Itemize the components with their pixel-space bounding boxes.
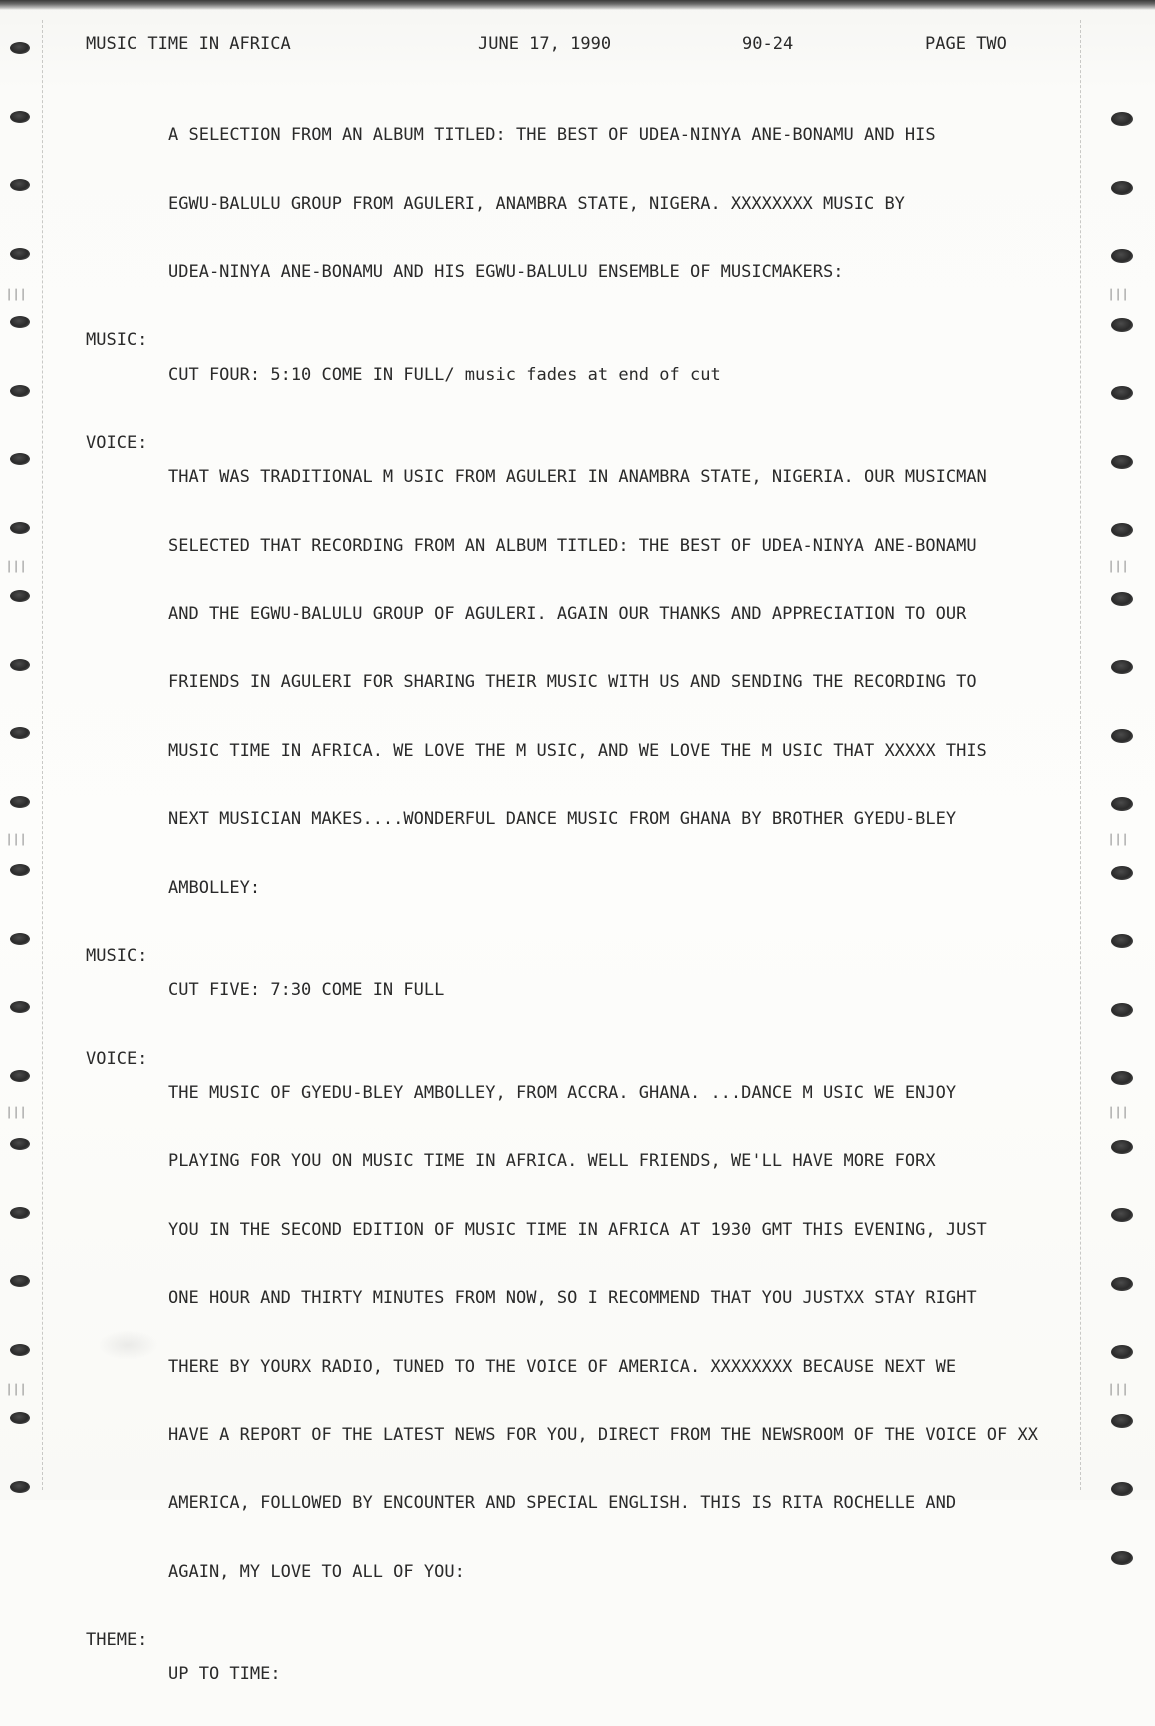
cue-label: MUSIC: bbox=[86, 946, 148, 967]
script-text bbox=[168, 84, 1098, 323]
script-line: CUT FOUR: 5:10 COME IN FULL/ music fades at end of cut bbox=[168, 364, 721, 385]
voice-cue-1 bbox=[0, 426, 1155, 939]
script-line: EGWU-BALULU GROUP FROM AGULERI, ANAMBRA STATE, NIGERA. XXXXXXXX MUSIC BY bbox=[168, 193, 905, 214]
perforation-tick: │││ bbox=[1108, 1385, 1130, 1396]
perforation-tick: │││ bbox=[1108, 835, 1130, 846]
music-cue-cut-five bbox=[0, 939, 1155, 1042]
script-line: AGAIN, MY LOVE TO ALL OF YOU: bbox=[168, 1561, 465, 1582]
script-line: YOU IN THE SECOND EDITION OF MUSIC TIME IN AFRICA AT 1930 GMT THIS EVENING, JUST bbox=[168, 1219, 987, 1240]
script-text bbox=[168, 1042, 1098, 1623]
script-line: CUT FIVE: 7:30 COME IN FULL bbox=[168, 980, 445, 1001]
program-title: MUSIC TIME IN AFRICA bbox=[86, 34, 291, 54]
perforation-tick: │││ bbox=[6, 290, 28, 301]
script-text bbox=[168, 323, 1098, 426]
perforation-tick: │││ bbox=[1108, 562, 1130, 573]
script-line: THAT WAS TRADITIONAL M USIC FROM AGULERI IN ANAMBRA STATE, NIGERIA. OUR MUSICMAN bbox=[168, 467, 987, 488]
broadcast-date: JUNE 17, 1990 bbox=[478, 34, 612, 54]
cue-label: THEME: bbox=[86, 1630, 148, 1651]
perforation-tick: │││ bbox=[6, 1108, 28, 1119]
script-line: AMBOLLEY: bbox=[168, 877, 261, 898]
script-line: ONE HOUR AND THIRTY MINUTES FROM NOW, SO I RECOMMEND THAT YOU JUSTXX STAY RIGHT bbox=[168, 1288, 977, 1309]
script-text bbox=[168, 426, 1098, 939]
script-line: AND THE EGWU-BALULU GROUP OF AGULERI. AGAIN OUR THANKS AND APPRECIATION TO OUR bbox=[168, 604, 967, 625]
perforation-tick: │││ bbox=[1108, 290, 1130, 301]
script-line: SELECTED THAT RECORDING FROM AN ALBUM TITLED: THE BEST OF UDEA-NINYA ANE-BONAMU bbox=[168, 535, 977, 556]
script-line: MUSIC TIME IN AFRICA. WE LOVE THE M USIC, AND WE LOVE THE M USIC THAT XXXXX THIS bbox=[168, 740, 987, 761]
script-text bbox=[168, 939, 1098, 1042]
cue-label: MUSIC: bbox=[86, 330, 148, 351]
page-number: PAGE TWO bbox=[925, 34, 1007, 54]
page-header bbox=[0, 34, 1155, 60]
music-cue-cut-four bbox=[0, 323, 1155, 426]
script-line: A SELECTION FROM AN ALBUM TITLED: THE BEST OF UDEA-NINYA ANE-BONAMU AND HIS bbox=[168, 125, 936, 146]
script-line: PLAYING FOR YOU ON MUSIC TIME IN AFRICA. WELL FRIENDS, WE'LL HAVE MORE FORX bbox=[168, 1151, 936, 1172]
script-line: THERE BY YOURX RADIO, TUNED TO THE VOICE OF AMERICA. XXXXXXXX BECAUSE NEXT WE bbox=[168, 1356, 957, 1377]
voice-cue-2 bbox=[0, 1042, 1155, 1623]
script-line: HAVE A REPORT OF THE LATEST NEWS FOR YOU, DIRECT FROM THE NEWSROOM OF THE VOICE OF XX bbox=[168, 1424, 1038, 1445]
script-text bbox=[168, 1623, 1098, 1726]
script-line: AMERICA, FOLLOWED BY ENCOUNTER AND SPECIAL ENGLISH. THIS IS RITA ROCHELLE AND bbox=[168, 1493, 957, 1514]
script-intro-block bbox=[0, 84, 1155, 323]
cue-label: VOICE: bbox=[86, 1048, 148, 1069]
script-line: NEXT MUSICIAN MAKES....WONDERFUL DANCE MUSIC FROM GHANA BY BROTHER GYEDU-BLEY bbox=[168, 809, 957, 830]
script-line: UDEA-NINYA ANE-BONAMU AND HIS EGWU-BALULU ENSEMBLE OF MUSICMAKERS: bbox=[168, 262, 844, 283]
perforation-tick: │││ bbox=[6, 835, 28, 846]
script-line: FRIENDS IN AGULERI FOR SHARING THEIR MUSIC WITH US AND SENDING THE RECORDING TO bbox=[168, 672, 977, 693]
perforation-tick: │││ bbox=[6, 562, 28, 573]
program-number: 90-24 bbox=[742, 34, 794, 54]
script-body bbox=[0, 84, 1155, 1726]
perforation-tick: │││ bbox=[1108, 1108, 1130, 1119]
cue-label: VOICE: bbox=[86, 433, 148, 454]
perforation-tick: │││ bbox=[6, 1385, 28, 1396]
paper-top-edge bbox=[0, 0, 1155, 10]
script-line: UP TO TIME: bbox=[168, 1664, 281, 1685]
script-line: THE MUSIC OF GYEDU-BLEY AMBOLLEY, FROM ACCRA. GHANA. ...DANCE M USIC WE ENJOY bbox=[168, 1082, 957, 1103]
theme-cue bbox=[0, 1623, 1155, 1726]
